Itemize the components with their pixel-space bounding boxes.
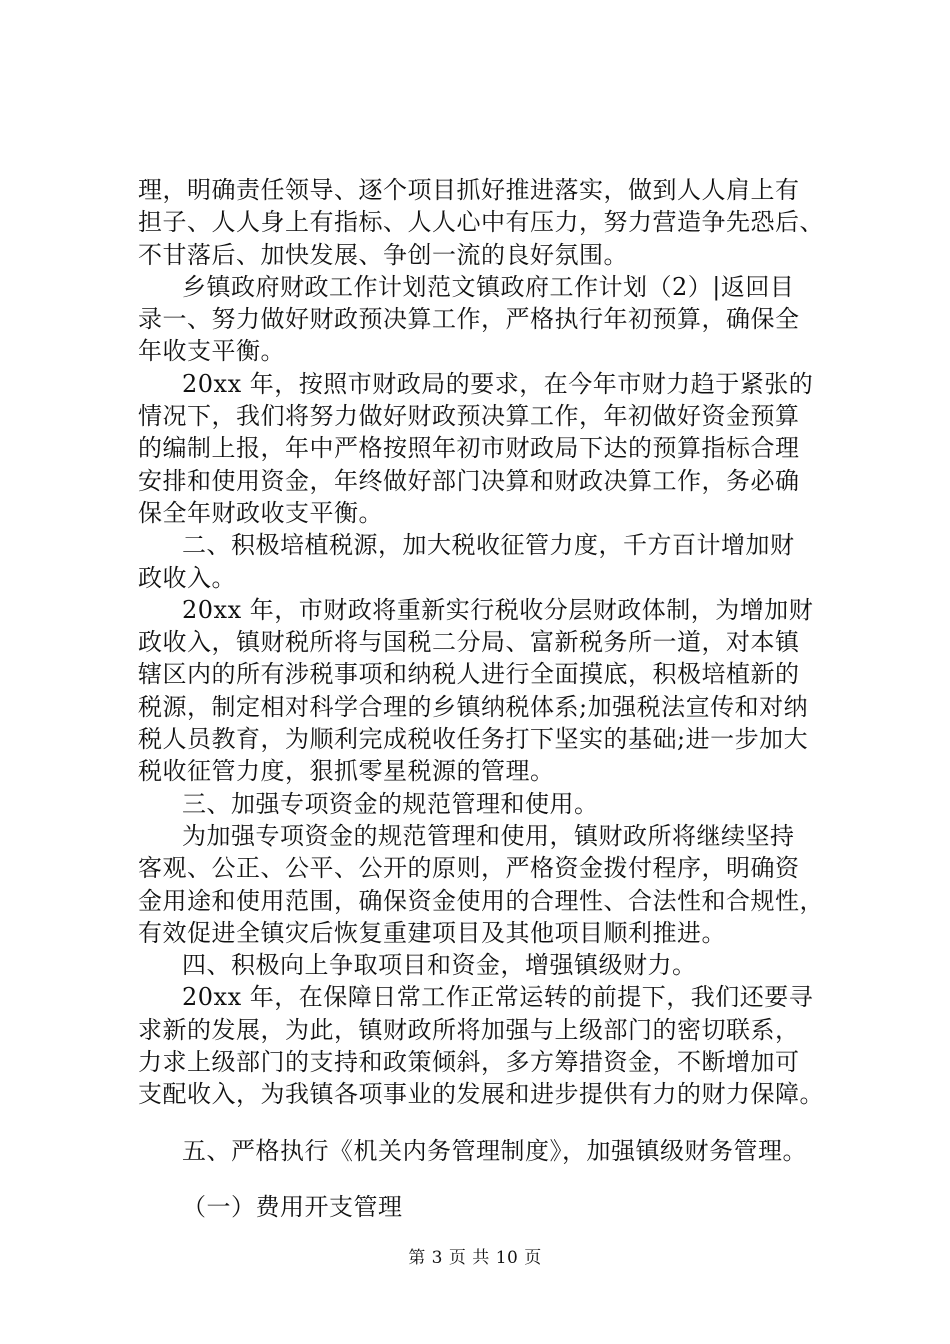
text-line: 有效促进全镇灾后恢复重建项目及其他项目顺利推进。	[138, 918, 726, 947]
text-line: 20xx 年，在保障日常工作正常运转的前提下，我们还要寻	[182, 983, 814, 1012]
text-line: 税人员教育，为顺利完成税收任务打下坚实的基础;进一步加大	[138, 725, 809, 754]
text-line: 录一、努力做好财政预决算工作，严格执行年初预算，确保全	[138, 305, 800, 334]
section-heading: 三、加强专项资金的规范管理和使用。	[182, 789, 599, 818]
document-body	[138, 174, 838, 1223]
section-heading: 五、严格执行《机关内务管理制度》，加强镇级财务管理。	[182, 1136, 807, 1165]
text-line: 安排和使用资金，年终做好部门决算和财政决算工作，务必确	[138, 466, 800, 495]
text-line: 力求上级部门的支持和政策倾斜，多方筹措资金，不断增加可	[138, 1048, 800, 1077]
text-line: 20xx 年，市财政将重新实行税收分层财政体制，为增加财	[182, 595, 814, 624]
text-line: 为加强专项资金的规范管理和使用，镇财政所将继续坚持	[182, 821, 795, 850]
text-line: 税收征管力度，狠抓零星税源的管理。	[138, 757, 555, 786]
text-line: 支配收入，为我镇各项事业的发展和进步提供有力的财力保障。	[138, 1080, 824, 1109]
text-line: 理，明确责任领导、逐个项目抓好推进落实，做到人人肩上有	[138, 176, 800, 204]
text-line: 不甘落后、加快发展、争创一流的良好氛围。	[138, 240, 628, 269]
text-line: 求新的发展，为此，镇财政所将加强与上级部门的密切联系，	[138, 1015, 800, 1044]
section-heading: 四、积极向上争取项目和资金，增强镇级财力。	[182, 951, 697, 980]
text-line: 乡镇政府财政工作计划范文镇政府工作计划（2）|返回目	[182, 272, 795, 301]
paragraph-gap	[138, 1167, 838, 1191]
page-footer: 第 3 页 共 10 页	[408, 1248, 542, 1268]
text-line: 辖区内的所有涉税事项和纳税人进行全面摸底，积极培植新的	[138, 660, 800, 689]
section-heading: 二、积极培植税源，加大税收征管力度，千方百计增加财	[182, 531, 795, 560]
text-line: 金用途和使用范围，确保资金使用的合理性、合法性和合规性，	[138, 886, 824, 915]
text-line: 年收支平衡。	[138, 337, 285, 366]
paragraph-gap	[138, 1111, 838, 1135]
text-line: 担子、人人身上有指标、人人心中有压力，努力营造争先恐后、	[138, 208, 824, 237]
text-line: 20xx 年，按照市财政局的要求，在今年市财力趋于紧张的	[182, 369, 814, 398]
text-line: 税源，制定相对科学合理的乡镇纳税体系;加强税法宣传和对纳	[138, 692, 809, 721]
text-line: 政收入。	[138, 563, 236, 592]
text-line: 的编制上报，年中严格按照年初市财政局下达的预算指标合理	[138, 434, 800, 463]
text-line: 保全年财政收支平衡。	[138, 498, 383, 527]
text-line: 客观、公正、公平、公开的原则，严格资金拨付程序，明确资	[138, 854, 800, 883]
text-line: 情况下，我们将努力做好财政预决算工作，年初做好资金预算	[138, 402, 800, 431]
text-line: 政收入，镇财税所将与国税二分局、富新税务所一道，对本镇	[138, 628, 800, 657]
subsection-heading: （一）费用开支管理	[182, 1192, 403, 1221]
